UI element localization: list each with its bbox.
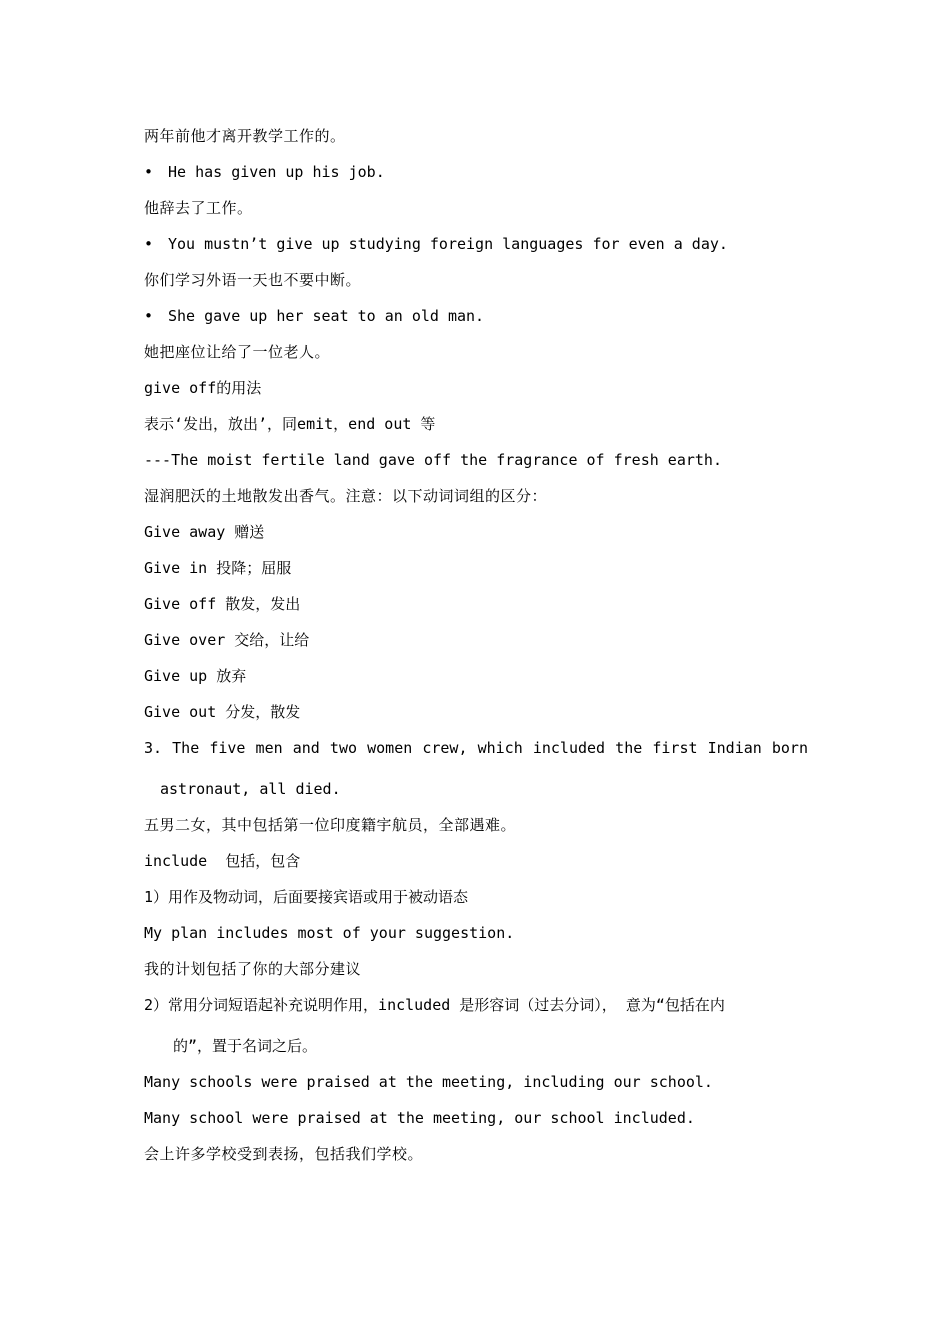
text-line: 他辞去了工作。 <box>144 199 253 217</box>
text-line: 五男二女，其中包括第一位印度籍宇航员，全部遇难。 <box>144 816 517 834</box>
text-line: 两年前他才离开教学工作的。 <box>144 127 346 145</box>
text-line: 我的计划包括了你的大部分建议 <box>144 960 362 978</box>
document-body <box>144 123 808 1177</box>
numbered-item: 3. The five men and two women crew, which included the first Indian born <box>144 739 808 757</box>
text-line: 她把座位让给了一位老人。 <box>144 343 331 361</box>
numbered-item-continuation: astronaut, all died. <box>160 780 341 798</box>
phrase-item: Give up 放弃 <box>144 667 247 685</box>
text-line: 2）常用分词短语起补充说明作用，included 是形容词（过去分词）， 意为“包括在内 <box>144 996 725 1014</box>
text-line: 湿润肥沃的土地散发出香气。注意：以下动词词组的区分： <box>144 487 548 505</box>
text-line-continuation: 的”，置于名词之后。 <box>173 1037 318 1055</box>
text-line: 你们学习外语一天也不要中断。 <box>144 271 362 289</box>
bullet-line <box>144 303 808 339</box>
phrase-item: Give away 赠送 <box>144 523 265 541</box>
example-sentence: ---The moist fertile land gave off the fragrance of fresh earth. <box>144 451 722 469</box>
section-heading: include 包括，包含 <box>144 852 301 870</box>
example-sentence: He has given up his job. <box>168 163 385 181</box>
phrase-item: Give off 散发，发出 <box>144 595 301 613</box>
bullet-icon: • <box>144 235 154 253</box>
phrase-item: Give out 分发，散发 <box>144 703 301 721</box>
example-sentence: Many school were praised at the meeting, our school included. <box>144 1109 695 1127</box>
bullet-icon: • <box>144 163 154 181</box>
text-line: 1）用作及物动词，后面要接宾语或用于被动语态 <box>144 888 469 906</box>
section-heading: give off的用法 <box>144 379 262 397</box>
text-line: 表示‘发出，放出’，同emit，end out 等 <box>144 415 436 433</box>
example-sentence: My plan includes most of your suggestion. <box>144 924 515 942</box>
phrase-item: Give over 交给，让给 <box>144 631 310 649</box>
bullet-line <box>144 231 808 267</box>
bullet-icon: • <box>144 307 154 325</box>
text-line: 会上许多学校受到表扬，包括我们学校。 <box>144 1145 424 1163</box>
bullet-line <box>144 159 808 195</box>
example-sentence: You mustn’t give up studying foreign languages for even a day. <box>168 235 728 253</box>
phrase-item: Give in 投降；屈服 <box>144 559 292 577</box>
example-sentence: Many schools were praised at the meeting, including our school. <box>144 1073 713 1091</box>
example-sentence: She gave up her seat to an old man. <box>168 307 485 325</box>
